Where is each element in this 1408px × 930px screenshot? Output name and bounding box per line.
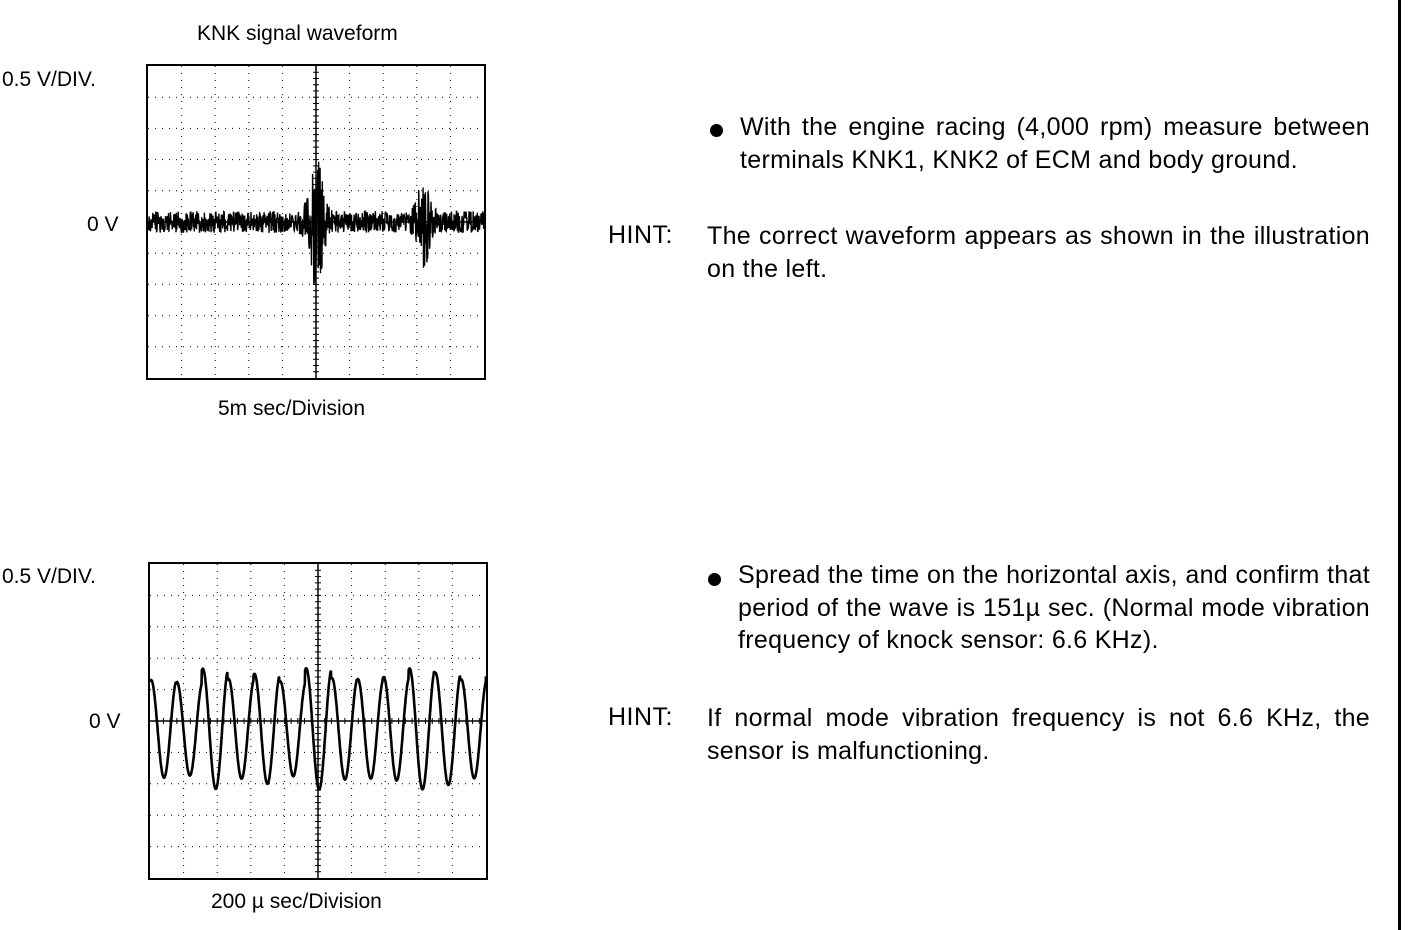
waveform-plot-2	[150, 564, 486, 878]
section1-bullet-text: With the engine racing (4,000 rpm) measure between terminals KNK1, KNK2 of ECM and body ground.	[740, 113, 1370, 174]
section2-hint-label: HINT:	[608, 703, 673, 731]
bullet-icon	[710, 124, 723, 137]
figure1-timebase-label: 5m sec/Division	[218, 397, 366, 420]
figure2-volts-label: 0.5 V/DIV.	[2, 565, 96, 588]
figure2-zero-label: 0 V	[89, 710, 121, 733]
bullet-icon	[708, 573, 721, 586]
oscilloscope-screen-1	[146, 64, 486, 380]
section2-bullet-text: Spread the time on the horizontal axis, and confirm that period of the wave is 151µ sec. (Normal mode vibration frequency of knock sensor: 6.6 KHz).	[738, 561, 1370, 654]
figure1-zero-label: 0 V	[87, 213, 119, 236]
section2-hint-text: If normal mode vibration frequency is not 6.6 KHz, the sensor is malfunctioning.	[707, 704, 1370, 765]
figure1-volts-label: 0.5 V/DIV.	[2, 68, 96, 91]
figure1-title: KNK signal waveform	[197, 22, 398, 45]
section1-hint-text: The correct waveform appears as shown in the illustration on the left.	[707, 222, 1370, 283]
page-right-border	[1398, 0, 1401, 930]
oscilloscope-screen-2	[148, 562, 488, 880]
waveform-plot-1	[148, 66, 484, 378]
section1-hint-label: HINT:	[608, 221, 673, 249]
figure2-timebase-label: 200 µ sec/Division	[211, 890, 382, 913]
